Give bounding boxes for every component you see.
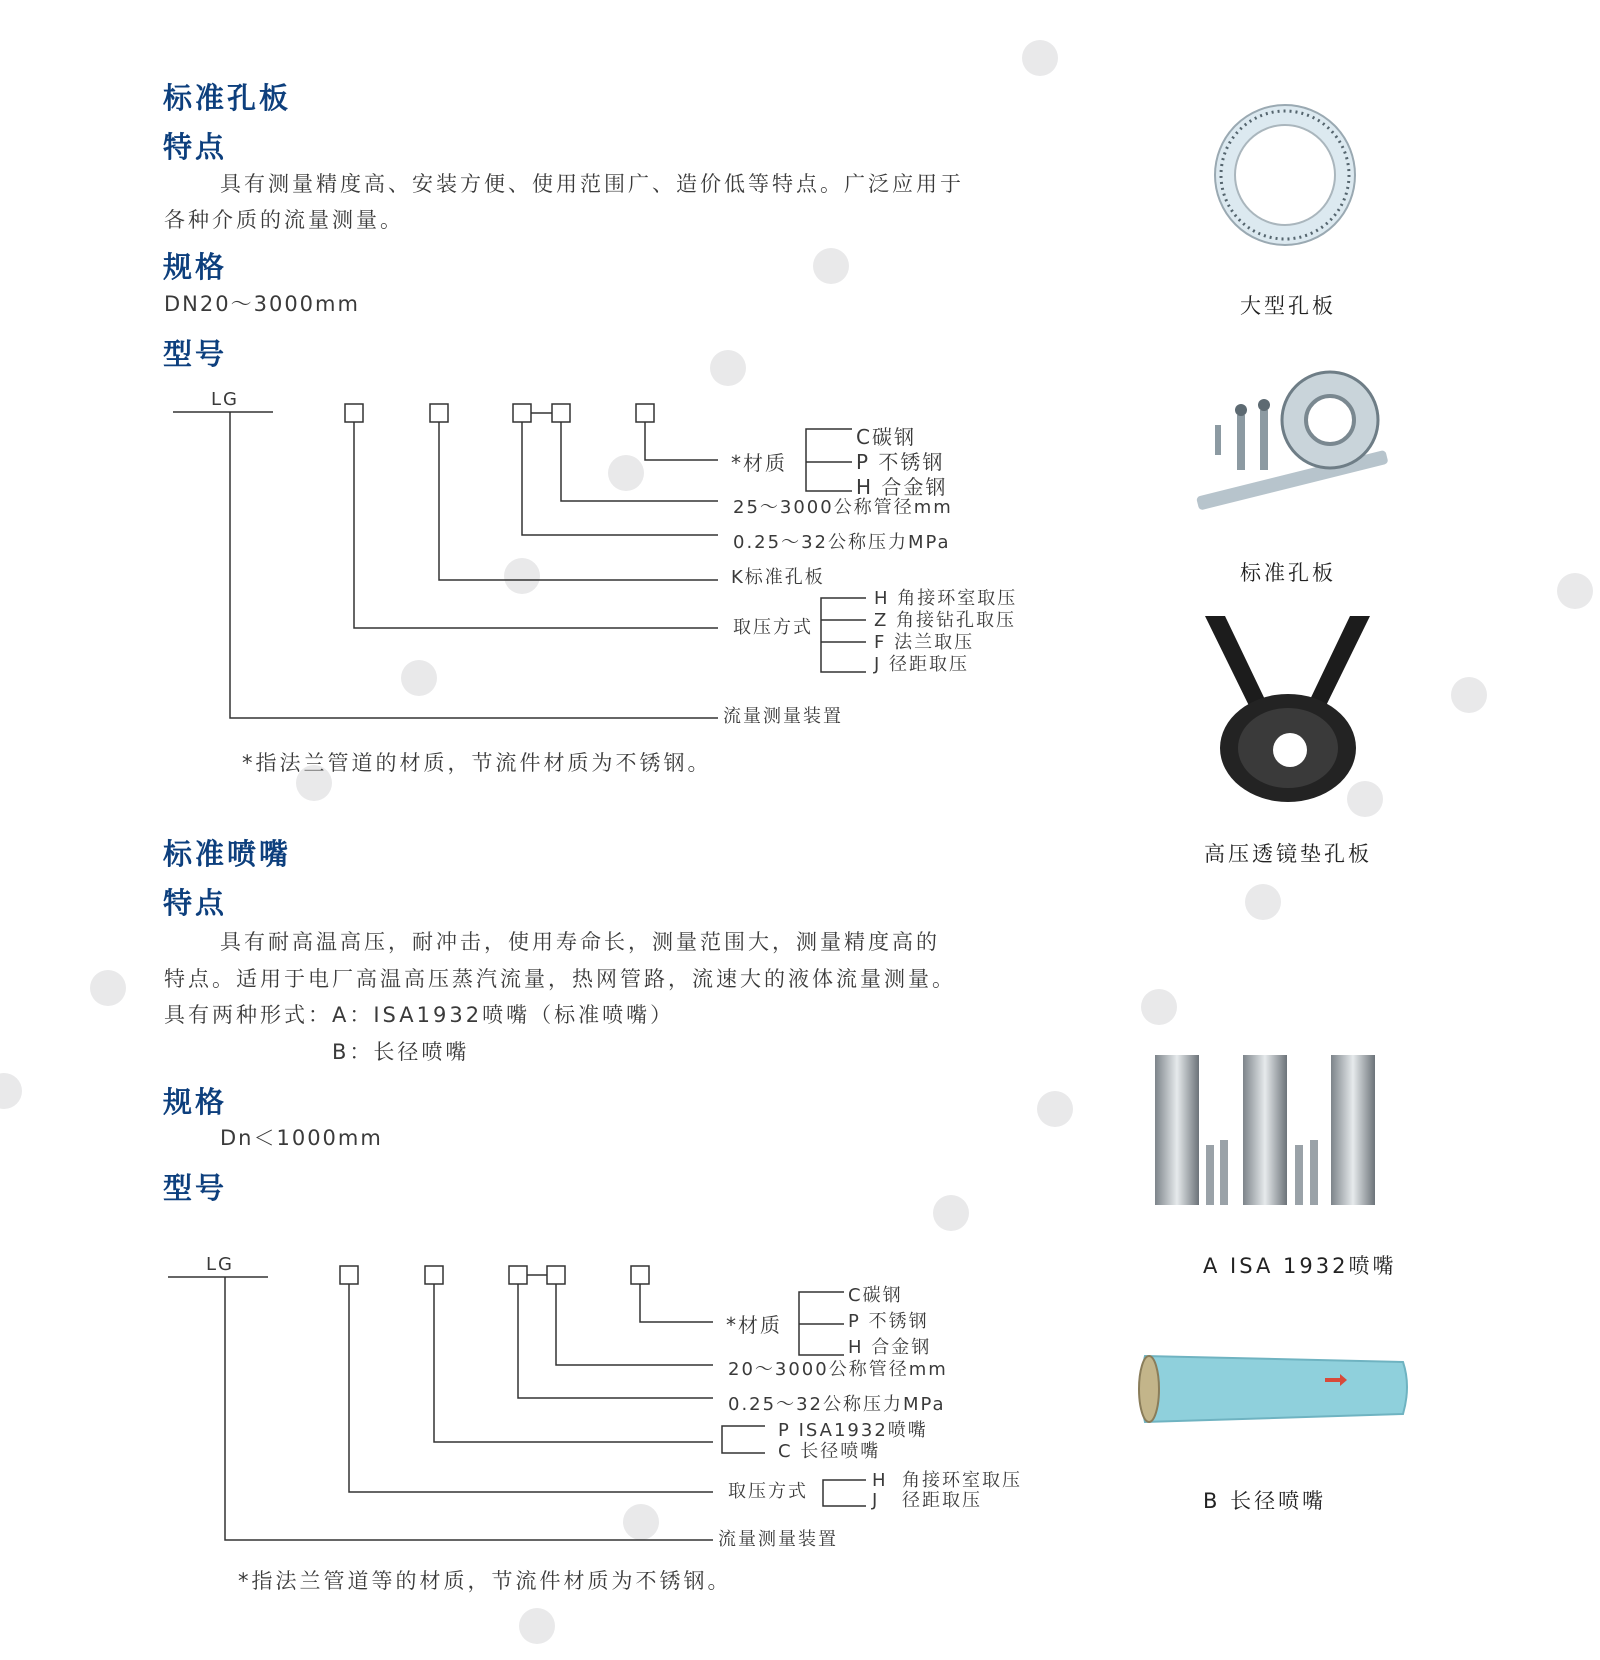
- diagram1-material-option-h: H 合金钢: [856, 475, 948, 499]
- standard-orifice-image: [1185, 365, 1395, 535]
- diagram2-tap-option-j: 径距取压: [902, 1490, 982, 1511]
- section2-model-heading: 型号: [163, 1171, 228, 1205]
- section1-features-text-1: 具有测量精度高、安装方便、使用范围广、造价低等特点。广泛应用于: [220, 172, 964, 196]
- diagram2-diameter-label: 20～3000公称管径mm: [728, 1359, 948, 1380]
- section2-features-text-2: 特点。适用于电厂高温高压蒸汽流量，热网管路，流速大的液体流量测量。: [164, 967, 956, 991]
- diagram1-prefix: LG: [211, 389, 239, 410]
- diagram1-pressure-label: 0.25～32公称压力MPa: [733, 532, 951, 553]
- diagram1-tap-option-f: F 法兰取压: [874, 632, 975, 653]
- diagram1-tap-option-h: H 角接环室取压: [874, 588, 1018, 609]
- section2-features-text-1: 具有耐高温高压，耐冲击，使用寿命长，测量范围大，测量精度高的: [220, 930, 940, 954]
- diagram1-device-label: 流量测量装置: [723, 706, 843, 727]
- standard-orifice-caption: 标准孔板: [1240, 561, 1336, 585]
- section1-model-heading: 型号: [163, 337, 228, 371]
- diagram1-diameter-label: 25～3000公称管径mm: [733, 497, 953, 518]
- diagram2-prefix: LG: [206, 1254, 234, 1275]
- diagram1-material-option-c: C碳钢: [856, 425, 916, 449]
- section1-spec-heading: 规格: [163, 250, 228, 284]
- diagram2-type-option-p: P ISA1932喷嘴: [778, 1420, 928, 1441]
- diagram2-material-option-h: H 合金钢: [848, 1337, 932, 1358]
- large-orifice-caption: 大型孔板: [1240, 294, 1336, 318]
- diagram2-tap-option-h: 角接环室取压: [902, 1470, 1022, 1491]
- diagram1-type-label: K标准孔板: [731, 567, 825, 588]
- long-nozzle-caption: B 长径喷嘴: [1203, 1489, 1327, 1513]
- section2-features-heading: 特点: [163, 886, 228, 920]
- diagram2-tap-label: 取压方式: [728, 1481, 808, 1502]
- isa-nozzle-image: [1150, 1055, 1380, 1215]
- section1-features-text-2: 各种介质的流量测量。: [164, 208, 404, 232]
- section2-features-text-4: B：长径喷嘴: [332, 1040, 470, 1064]
- high-pressure-orifice-image: [1200, 610, 1375, 805]
- diagram1-tap-label: 取压方式: [733, 617, 813, 638]
- section2-spec-heading: 规格: [163, 1085, 228, 1119]
- diagram1-tap-option-j: J 径距取压: [874, 654, 970, 675]
- section1-features-heading: 特点: [163, 130, 228, 164]
- section2-spec-value: Dn＜1000mm: [220, 1126, 383, 1150]
- diagram1-material-label: *材质: [731, 451, 787, 475]
- large-orifice-image: [1210, 100, 1360, 250]
- diagram2-material-option-c: C碳钢: [848, 1285, 903, 1306]
- section1-note: *指法兰管道的材质，节流件材质为不锈钢。: [242, 751, 712, 775]
- section2-title: 标准喷嘴: [163, 837, 292, 871]
- diagram2-device-label: 流量测量装置: [718, 1529, 838, 1550]
- diagram2-material-option-p: P 不锈钢: [848, 1311, 929, 1332]
- section1-spec-value: DN20～3000mm: [164, 292, 360, 316]
- diagram2-pressure-label: 0.25～32公称压力MPa: [728, 1394, 946, 1415]
- isa-nozzle-caption: A ISA 1932喷嘴: [1203, 1254, 1397, 1278]
- diagram2-tap-code-h: H: [872, 1470, 888, 1491]
- diagram1-material-option-p: P 不锈钢: [856, 450, 945, 474]
- long-nozzle-image: [1135, 1348, 1415, 1428]
- section2-note: *指法兰管道等的材质，节流件材质为不锈钢。: [238, 1569, 732, 1593]
- section2-features-text-3: 具有两种形式：A：ISA1932喷嘴（标准喷嘴）: [164, 1003, 675, 1027]
- diagram2-type-option-c: C 长径喷嘴: [778, 1441, 881, 1462]
- diagram1-tap-option-z: Z 角接钻孔取压: [874, 610, 1017, 631]
- diagram2-material-label: *材质: [726, 1313, 782, 1337]
- diagram2-tap-code-j: J: [872, 1490, 880, 1511]
- high-pressure-orifice-caption: 高压透镜垫孔板: [1204, 842, 1372, 866]
- section1-title: 标准孔板: [163, 81, 292, 115]
